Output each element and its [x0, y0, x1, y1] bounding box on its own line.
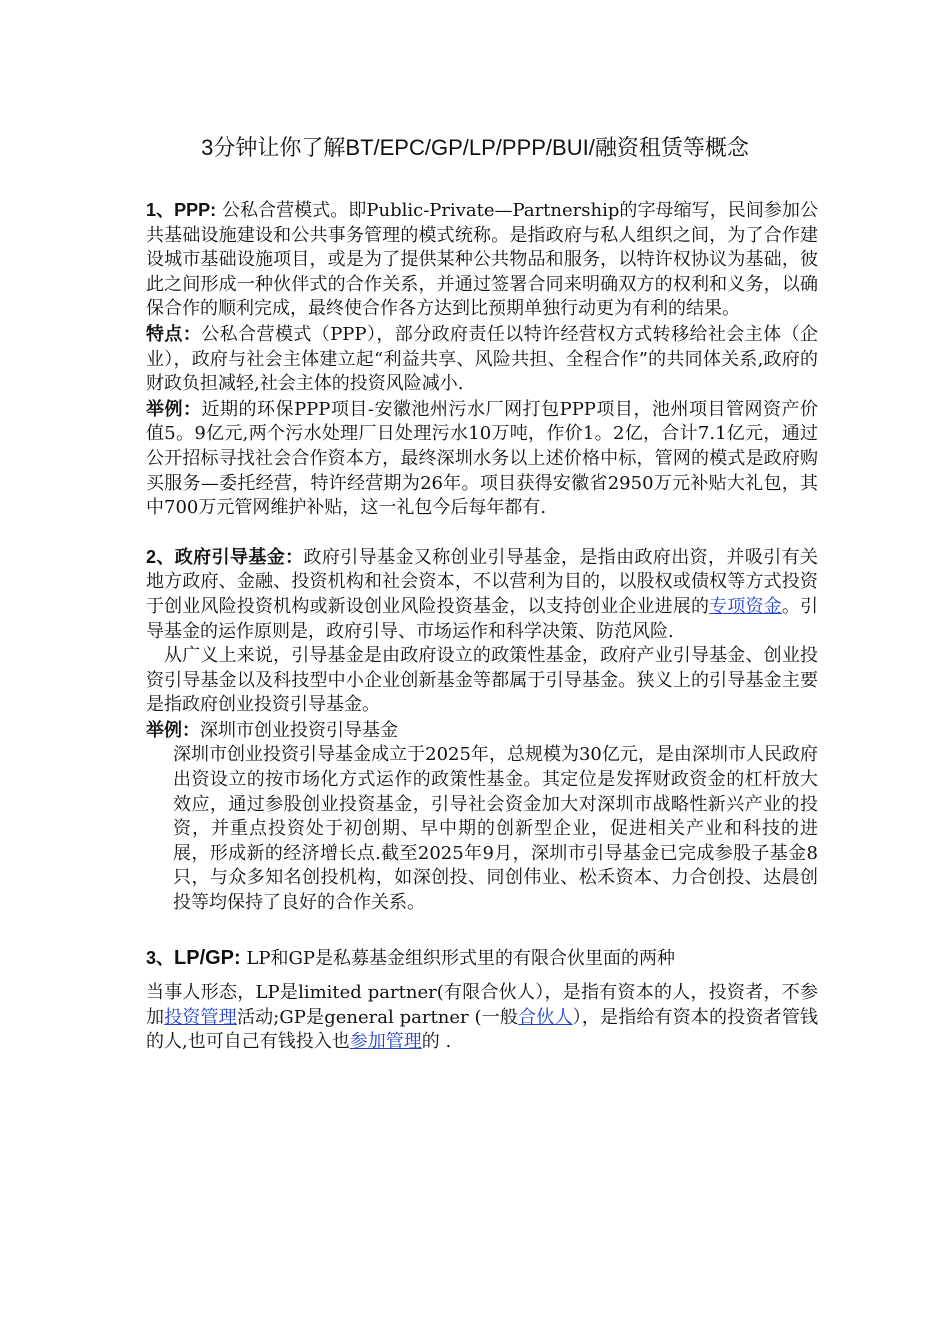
- section-lpgp-line1: LP和GP是私募基金组织形式里的有限合伙里面的两种: [240, 947, 675, 969]
- fund-example-body: 深圳市创业投资引导基金成立于2025年，总规模为30亿元，是由深圳市人民政府出资设立的按市场化方式运作的政策性基金。其定位是发挥财政资金的杠杆放大效应，通过参股创业投资基金，引导社会资金加大对深圳市战略性新兴产业的投资，并重点投资处于初创期、早中期的创新型企业，促进相关产业和科技的进展，形成新的经济增长点.截至2025年9月，深圳市引导基金已完成参股子基金8只，与众多知名创投机构，如深创投、同创伟业、松禾资本、力合创投、达晨创投等均保持了良好的合作关系。: [173, 744, 818, 914]
- section-ppp-intro: [146, 198, 818, 322]
- fund-example-title: 深圳市创业投资引导基金: [200, 719, 398, 741]
- lpgp-text-3: ），是指给有资本的投资者管钱的人,也可自己有钱投入也: [146, 1006, 819, 1053]
- document-title: 3分钟让你了解BT/EPC/GP/LP/PPP/BUI/融资租赁等概念: [201, 135, 749, 160]
- section-lpgp-heading-line: [146, 946, 818, 972]
- partner-link[interactable]: 合伙人: [518, 1006, 573, 1028]
- example-text: 近期的环保PPP项目-安徽池州污水厂网打包PPP项目，池州项目管网资产价值5。9亿元,两个污水处理厂日处理污水10万吨，作价1。2亿，合计7.1亿元，通过公开招标寻找社会合作资本方，最终深圳水务以上述价格中标，管网的模式是政府购买服务—委托经营，特许经营期为26年。项目获得安徽省2950万元补贴大礼包，其中700万元管网维护补贴，这一礼包今后每年都有.: [146, 398, 819, 519]
- participate-management-link[interactable]: 参加管理: [349, 1031, 422, 1053]
- section-lpgp-heading: LP/GP:: [174, 946, 241, 969]
- section-lpgp-text: [146, 981, 818, 1055]
- section-fund-para2: 从广义上来说，引导基金是由政府设立的政策性基金，政府产业引导基金、创业投资引导基金以及科技型中小企业创新基金等都属于引导基金。狭义上的引导基金主要是指政府创业投资引导基金。: [146, 645, 818, 716]
- investment-management-link[interactable]: 投资管理: [164, 1006, 237, 1028]
- feature-text: 公私合营模式（PPP），部分政府责任以特许经营权方式转移给社会主体（企业），政府与社会主体建立起“利益共享、风险共担、全程合作”的共同体关系,政府的财政负担减轻,社会主体的投资风险减小.: [146, 323, 818, 395]
- lpgp-text-2: 活动;GP是general partner (一般: [236, 1006, 519, 1028]
- section-fund-text-2: 。引导基金的运作原则是，政府引导、市场运作和科学决策、防范风险.: [146, 595, 819, 642]
- special-fund-link[interactable]: 专项资金: [709, 595, 782, 617]
- section-fund-example: [146, 718, 818, 744]
- section-ppp-feature: [146, 322, 818, 397]
- feature-label: 特点：: [146, 323, 202, 344]
- section-ppp-heading: 1、PPP:: [146, 200, 217, 220]
- section-fund-text: 政府引导基金又称创业引导基金，是指由政府出资，并吸引有关地方政府、金融、投资机构和社会资本，不以营利为目的，以股权或债权等方式投资于创业风险投资机构或新设创业风险投资基金，以支持创业企业进展的: [146, 546, 819, 617]
- document-body: [146, 198, 818, 1055]
- fund-example-label: 举例：: [146, 719, 200, 740]
- lpgp-text-4: 的 .: [421, 1031, 452, 1053]
- section-ppp-example: [146, 397, 818, 521]
- section-fund-intro: [146, 545, 818, 644]
- lpgp-text-1: 当事人形态，LP是limited partner(有限合伙人），是指有资本的人，投资者，不参加: [146, 982, 818, 1028]
- example-label: 举例：: [146, 398, 202, 419]
- section-lpgp-number: 3、: [146, 947, 175, 968]
- section-ppp-text: 公私合营模式。即Public-Private—Partnership的字母缩写，民间参加公共基础设施建设和公共事务管理的模式统称。是指政府与私人组织之间，为了合作建设城市基础设施项目，或是为了提供某种公共物品和服务，以特许权协议为基础，彼此之间形成一种伙伴式的合作关系，并通过签署合同来明确双方的权利和义务，以确保合作的顺利完成，最终使合作各方达到比预期单独行动更为有利的结果。: [146, 200, 818, 320]
- section-fund-heading: 2、政府引导基金：: [146, 546, 304, 567]
